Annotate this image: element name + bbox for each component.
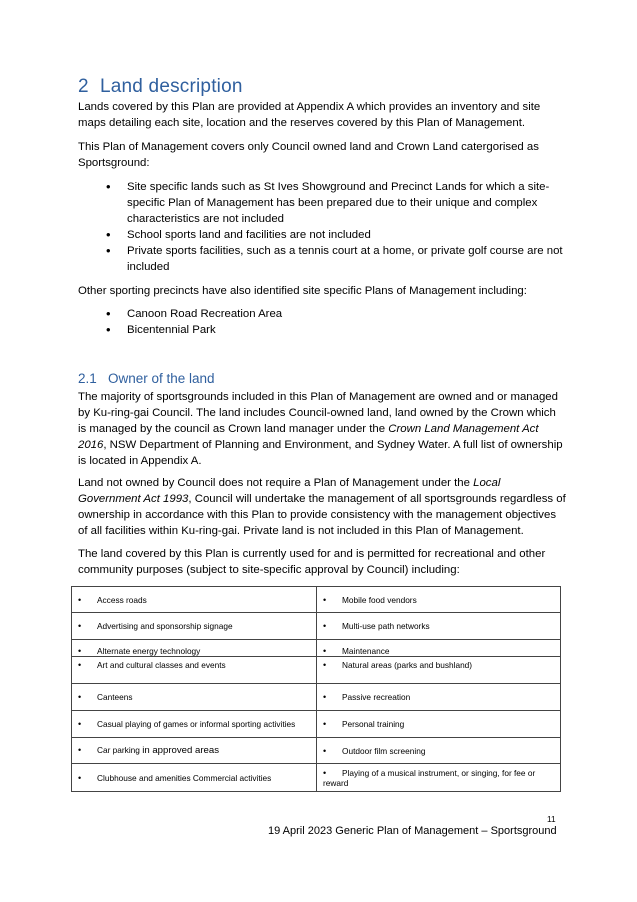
use-label: Car parking <box>97 745 143 755</box>
text-run: , NSW Department of Planning and Environment, and Sydney Water. A full list of ownership is located in Appendix A. <box>78 439 563 467</box>
page-number: 11 <box>547 814 556 824</box>
table-cell <box>72 640 317 657</box>
table-row <box>72 657 561 684</box>
table-cell <box>72 738 317 764</box>
use-label: Multi-use path networks <box>342 621 430 631</box>
table-cell <box>72 613 317 640</box>
table-row <box>72 587 561 613</box>
use-label: Maintenance <box>342 646 390 656</box>
list-item: • Canoon Road Recreation Area <box>78 306 566 322</box>
use-label: Outdoor film screening <box>342 745 426 756</box>
bullet-icon: • <box>78 660 82 670</box>
bullet-icon: • <box>323 621 327 631</box>
section-number: 2 <box>78 76 89 97</box>
list-item: • Private sports facilities, such as a tennis court at a home, or private golf course are not included <box>78 243 566 275</box>
table-row <box>72 684 561 711</box>
table-row <box>72 764 561 792</box>
bullet-icon: • <box>78 646 82 656</box>
bullet-icon: • <box>78 621 82 631</box>
bullet-icon: • <box>323 692 327 702</box>
table-cell <box>317 711 561 738</box>
use-label: Casual playing of games or informal sporting activities <box>97 719 296 729</box>
table-cell <box>317 738 561 764</box>
bullet-icon: • <box>323 660 327 670</box>
list-item: • School sports land and facilities are not included <box>78 227 566 243</box>
use-label-continuation: in approved areas <box>142 745 220 756</box>
permitted-uses-paragraph: The land covered by this Plan is currently used for and is permitted for recreational and other community purposes (subject to site-specific approval by Council) including: <box>78 548 546 576</box>
intro-paragraph: Lands covered by this Plan are provided at Appendix A which provides an inventory and site maps detailing each site, location and the reserves covered by this Plan of Management. <box>78 101 541 129</box>
non-council-land-paragraph <box>78 475 566 539</box>
list-item: • Site specific lands such as St Ives Showground and Precinct Lands for which a site-specific Plan of Management has been prepared due to their unique and complex characteristics are not included <box>78 179 566 227</box>
table-cell <box>317 587 561 613</box>
use-label: Alternate energy technology <box>97 646 201 656</box>
act-title: Crown Land Management Act 2016 <box>78 423 539 451</box>
subsection-number: 2.1 <box>78 371 97 386</box>
table-cell <box>317 684 561 711</box>
page-footer: 19 April 2023 Generic Plan of Management – Sportsground <box>268 825 557 837</box>
list-item: • Bicentennial Park <box>78 322 566 338</box>
table-cell <box>72 657 317 684</box>
table-row <box>72 640 561 657</box>
use-label: Passive recreation <box>342 692 411 702</box>
text-run: The majority of sportsgrounds included in this Plan of Management are owned and or managed by Ku-ring-gai Council. The land includes Council-owned land, land owned by the Crown which is managed by the council as Crown land manager under the <box>78 391 558 435</box>
use-label: Access roads <box>97 594 147 605</box>
text-run: , Council will undertake the management of all sportsgrounds regardless of ownership in accordance with this Plan to provide consistency with the management objectives of all facilities within Ku-ring-gai. Private land is not included in this Plan of Management. <box>78 493 566 537</box>
table-cell <box>317 764 561 792</box>
section-heading <box>78 76 243 98</box>
table-cell <box>72 587 317 613</box>
use-label: Advertising and sponsorship signage <box>97 621 233 631</box>
table-row <box>72 711 561 738</box>
bullet-icon: • <box>78 692 82 702</box>
bullet-icon: • <box>323 767 327 778</box>
use-label: Personal training <box>342 719 405 729</box>
table-cell <box>72 711 317 738</box>
use-label: Playing of a musical instrument, or singing, for fee or reward <box>323 767 536 788</box>
bullet-icon: • <box>323 745 327 756</box>
use-label: Canteens <box>97 692 133 702</box>
section-title: Land description <box>100 76 243 97</box>
subsection-heading <box>78 371 215 386</box>
other-precincts-paragraph: Other sporting precincts have also identified site specific Plans of Management including: <box>78 285 527 297</box>
table-cell <box>72 684 317 711</box>
act-title: Local Government Act 1993 <box>78 477 501 505</box>
use-label: Natural areas (parks and bushland) <box>342 660 473 670</box>
bullet-icon: • <box>323 646 327 656</box>
table-row <box>72 613 561 640</box>
bullet-icon: • <box>78 594 82 605</box>
use-label: Mobile food vendors <box>342 594 417 605</box>
table-cell <box>317 613 561 640</box>
bullet-icon: • <box>78 772 82 783</box>
exclusions-list <box>78 179 566 275</box>
table-cell <box>317 657 561 684</box>
ownership-paragraph <box>78 389 566 469</box>
bullet-icon: • <box>78 719 82 729</box>
use-label: Clubhouse and amenities Commercial activities <box>97 772 272 783</box>
bullet-icon: • <box>78 745 82 755</box>
bullet-icon: • <box>323 594 327 605</box>
text-run: Land not owned by Council does not require a Plan of Management under the <box>78 477 474 489</box>
use-label: Art and cultural classes and events <box>97 660 226 670</box>
subsection-title: Owner of the land <box>108 371 215 386</box>
permitted-uses-table <box>71 586 561 792</box>
table-row <box>72 738 561 764</box>
table-cell <box>317 640 561 657</box>
bullet-icon: • <box>323 719 327 729</box>
other-precincts-list <box>78 306 566 338</box>
table-cell <box>72 764 317 792</box>
coverage-paragraph: This Plan of Management covers only Council owned land and Crown Land catergorised as Sportsground: <box>78 141 539 169</box>
